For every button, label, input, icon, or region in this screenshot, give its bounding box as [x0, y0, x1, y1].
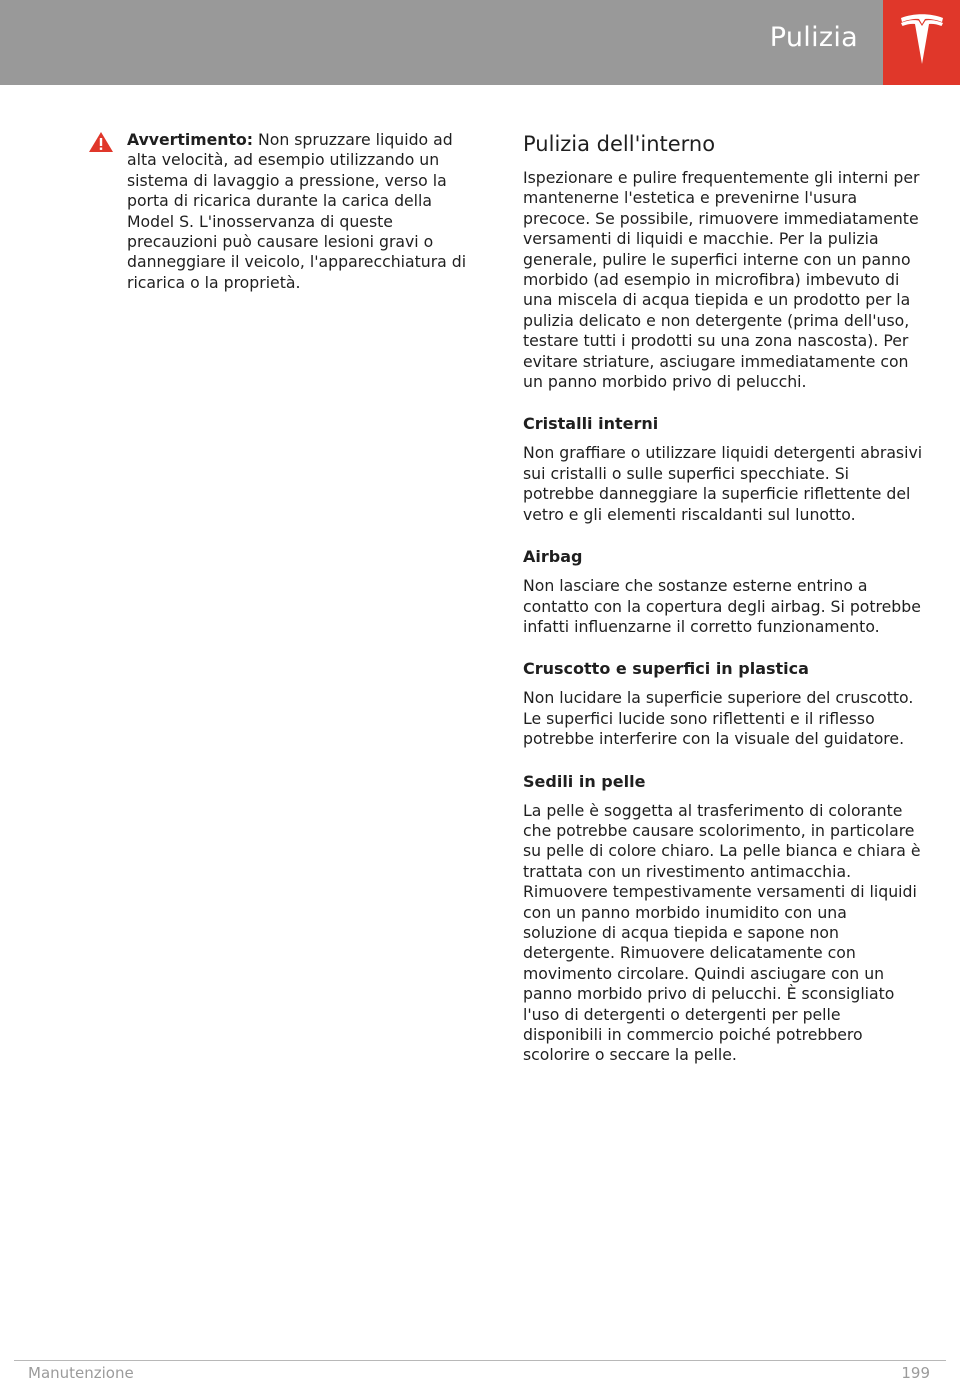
- warning-box: [88, 130, 468, 293]
- subsection-heading-cruscotto: Cruscotto e superfici in plastica: [523, 659, 809, 679]
- subsection-heading-cristalli: Cristalli interni: [523, 414, 659, 434]
- subsection-text-cristalli: Non graffiare o utilizzare liquidi detergenti abrasivi sui cristalli o sulle superfici specchiate. Si potrebbe danneggiare la superficie riflettente del vetro e gli elementi riscaldanti sul lunotto.: [523, 443, 923, 524]
- subsection-heading-airbag: Airbag: [523, 547, 583, 567]
- footer-section-name: Manutenzione: [28, 1364, 134, 1382]
- logo-box: [883, 0, 960, 85]
- warning-triangle-icon: [88, 131, 114, 153]
- warning-text: Non spruzzare liquido ad alta velocità, ad esempio utilizzando un sistema di lavaggio a pressione, verso la porta di ricarica durante la carica della Model S. L'inosservanza di queste precauzioni può causare lesioni gravi o danneggiare il veicolo, l'apparecchiatura di ricarica o la proprietà.: [127, 130, 467, 292]
- footer-page-number: 199: [901, 1364, 930, 1382]
- subsection-text-airbag: Non lasciare che sostanze esterne entrino a contatto con la copertura degli airbag. Si potrebbe infatti influenzarne il corretto funzionamento.: [523, 576, 921, 636]
- subsection-text-cruscotto: Non lucidare la superficie superiore del cruscotto. Le superfici lucide sono riflettenti e il riflesso potrebbe interferire con la visuale del guidatore.: [523, 688, 914, 749]
- subsection-heading-sedili: Sedili in pelle: [523, 771, 646, 791]
- left-column: [88, 130, 468, 293]
- page-title: Pulizia: [769, 22, 858, 53]
- tesla-logo-icon: [899, 14, 945, 66]
- subsection-text-sedili: La pelle è soggetta al trasferimento di colorante che potrebbe causare scolorimento, in particolare su pelle di colore chiaro. La pelle bianca e chiara è trattata con un rivestimento antimacchia. Rimuovere tempestivamente versamenti di liquidi con un panno morbido inumidito con una soluzione di acqua tiepida e sapone non detergente. Rimuovere delicatamente con movimento circolare. Quindi asciugare con un panno morbido privo di pelucchi. È sconsigliato l'uso di detergenti o detergenti per pelle disponibili in commercio poiché potrebbero scolorire o seccare la pelle.: [523, 800, 921, 1065]
- section-title: Pulizia dell'interno: [523, 132, 716, 156]
- footer-divider: [14, 1360, 946, 1361]
- page-header: [0, 0, 960, 85]
- warning-label: Avvertimento:: [127, 130, 253, 149]
- section-intro: Ispezionare e pulire frequentemente gli interni per mantenerne l'estetica e prevenirne l'usura precoce. Se possibile, rimuovere immediatamente versamenti di liquidi e macchie. Per la pulizia generale, pulire le superfici interne con un panno morbido (ad esempio in microfibra) imbevuto di una miscela di acqua tiepida e un prodotto per la pulizia delicato e non detergente (prima dell'uso, testare tutti i prodotti su una zona nascosta). Per evitare striature, asciugare immediatamente con un panno morbido privo di pelucchi.: [523, 168, 920, 392]
- right-column: [523, 130, 923, 1066]
